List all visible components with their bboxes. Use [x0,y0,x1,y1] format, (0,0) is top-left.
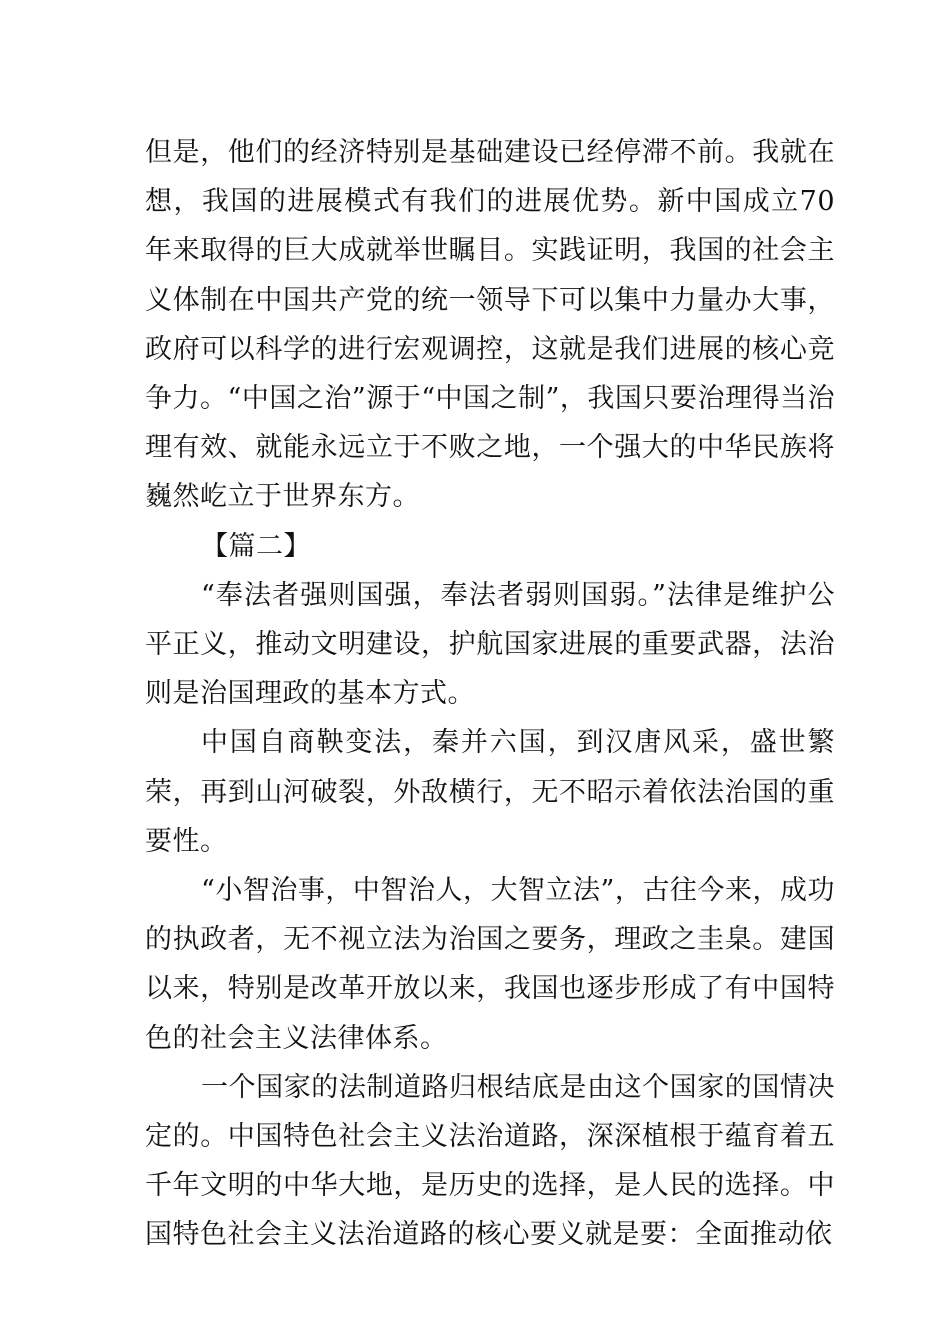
paragraph: “小智治事，中智治人，大智立法”，古往今来，成功的执政者，无不视立法为治国之要务，理政之圭臬。建国以来，特别是改革开放以来，我国也逐步形成了有中国特色的社会主义法律体系。 [145,875,835,1054]
paragraph: “奉法者强则国强，奉法者弱则国弱。”法律是维护公平正义，推动文明建设，护航国家进展的重要武器，法治则是治国理政的基本方式。 [145,579,835,710]
section-heading: 【篇二】 [201,530,311,562]
paragraph-continuation: 但是，他们的经济特别是基础建设已经停滞不前。我就在想，我国的进展模式有我们的进展优势。新中国成立70年来取得的巨大成就举世瞩目。实践证明，我国的社会主义体制在中国共产党的统一领导下可以集中力量办大事，政府可以科学的进行宏观调控，这就是我们进展的核心竞争力。“中国之治”源于“中国之制”，我国只要治理得当治理有效、就能永远立于不败之地，一个强大的中华民族将巍然屹立于世界东方。 [145,137,835,513]
document-body [145,128,835,1260]
paragraph: 一个国家的法制道路归根结底是由这个国家的国情决定的。中国特色社会主义法治道路，深深植根于蕴育着五千年文明的中华大地，是历史的选择，是人民的选择。中国特色社会主义法治道路的核心要义就是要：全面推动依 [145,1071,835,1251]
paragraph: 中国自商鞅变法，秦并六国，到汉唐风采，盛世繁荣，再到山河破裂，外敌横行，无不昭示着依法治国的重要性。 [145,727,835,857]
